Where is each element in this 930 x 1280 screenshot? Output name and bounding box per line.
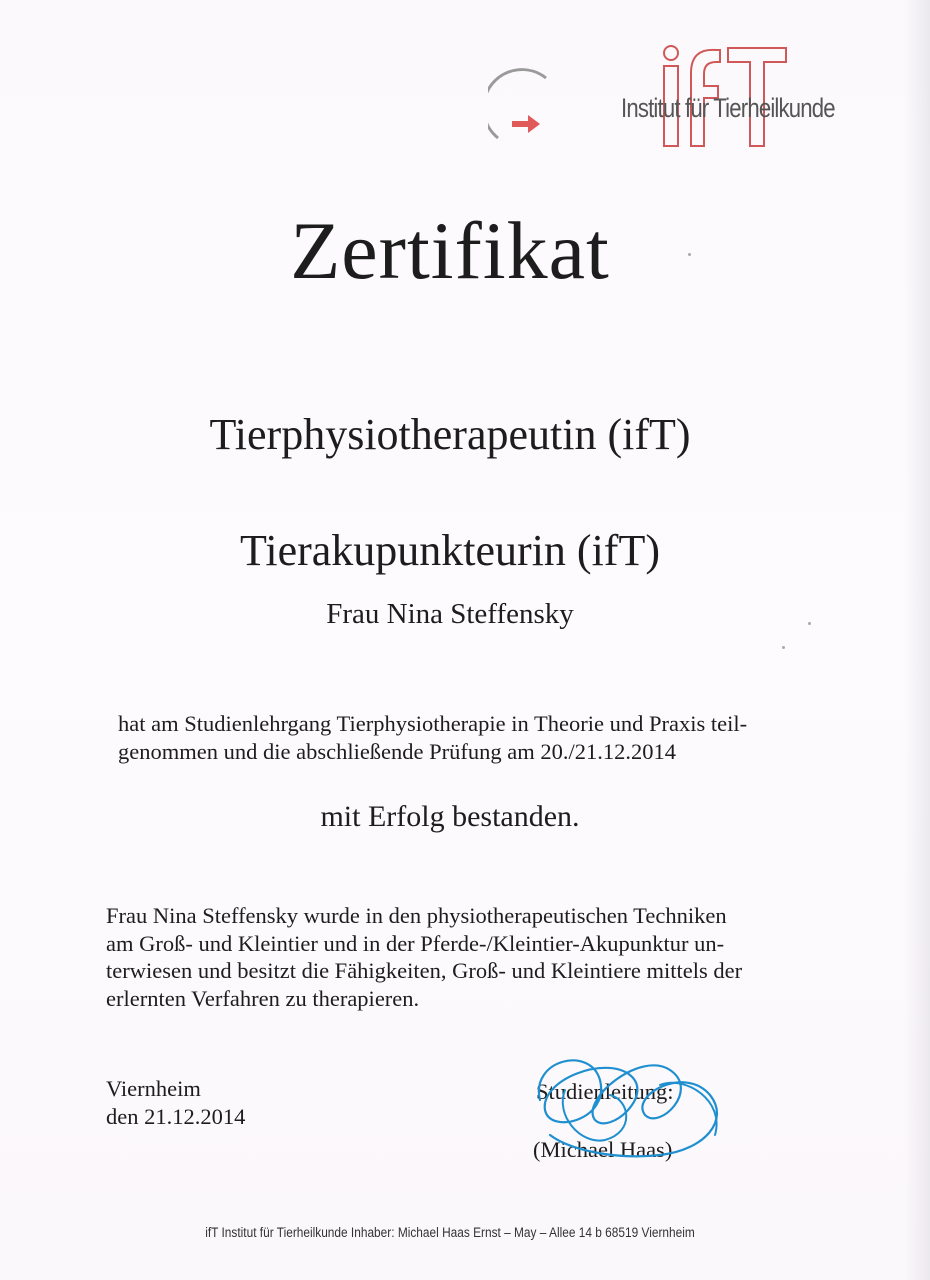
signature-label: Studienleitung: (536, 1079, 674, 1104)
signature-stroke (660, 1083, 717, 1135)
footer-address: ifT Institut für Tierheilkunde Inhaber: Michael Haas Ernst – May – Allee 14 b 68519 Viernheim (205, 1225, 695, 1240)
scan-edge-shadow (904, 0, 930, 1280)
place: Viernheim (106, 1076, 201, 1101)
ift-logo (488, 38, 868, 148)
details-line: terwiesen und besitzt die Fähigkeiten, Groß- und Kleintiere mittels der (106, 958, 743, 983)
signature-stroke (539, 1060, 717, 1156)
certificate-title: Zertifikat (290, 205, 610, 296)
result-text: mit Erfolg bestanden. (320, 800, 580, 833)
signature-stroke (563, 1090, 627, 1141)
scan-speck (808, 622, 811, 625)
qualification-physiotherapy: Tierphysiotherapeutin (ifT) (209, 410, 691, 459)
qualification-acupuncture: Tierakupunkteurin (ifT) (240, 526, 660, 575)
scan-speck (782, 646, 785, 649)
statement-line: genommen und die abschließende Prüfung am 20./21.12.2014 (118, 738, 677, 764)
details-paragraph (106, 902, 826, 1012)
handwritten-signature (510, 1040, 750, 1170)
issue-date: den 21.12.2014 (106, 1103, 246, 1129)
logo-arc (488, 70, 546, 138)
details-line: am Groß- und Kleintier und in der Pferde-/Kleintier-Akupunktur un- (106, 930, 725, 956)
details-line: erlernten Verfahren zu therapieren. (106, 985, 420, 1011)
place-date-block (106, 1075, 245, 1130)
logo-i-dot (664, 46, 678, 60)
signatory-name: (Michael Haas) (533, 1137, 673, 1162)
details-line: Frau Nina Steffensky wurde in den physiotherapeutischen Techniken (106, 903, 727, 928)
statement-paragraph (118, 710, 818, 765)
arrow-right-icon (512, 115, 540, 133)
statement-line: hat am Studienlehrgang Tierphysiotherapie in Theorie und Praxis teil- (118, 711, 748, 736)
scan-speck (688, 253, 691, 256)
logo-wordmark: Institut für Tierheilkunde (621, 93, 835, 123)
recipient-name: Frau Nina Steffensky (326, 598, 574, 630)
